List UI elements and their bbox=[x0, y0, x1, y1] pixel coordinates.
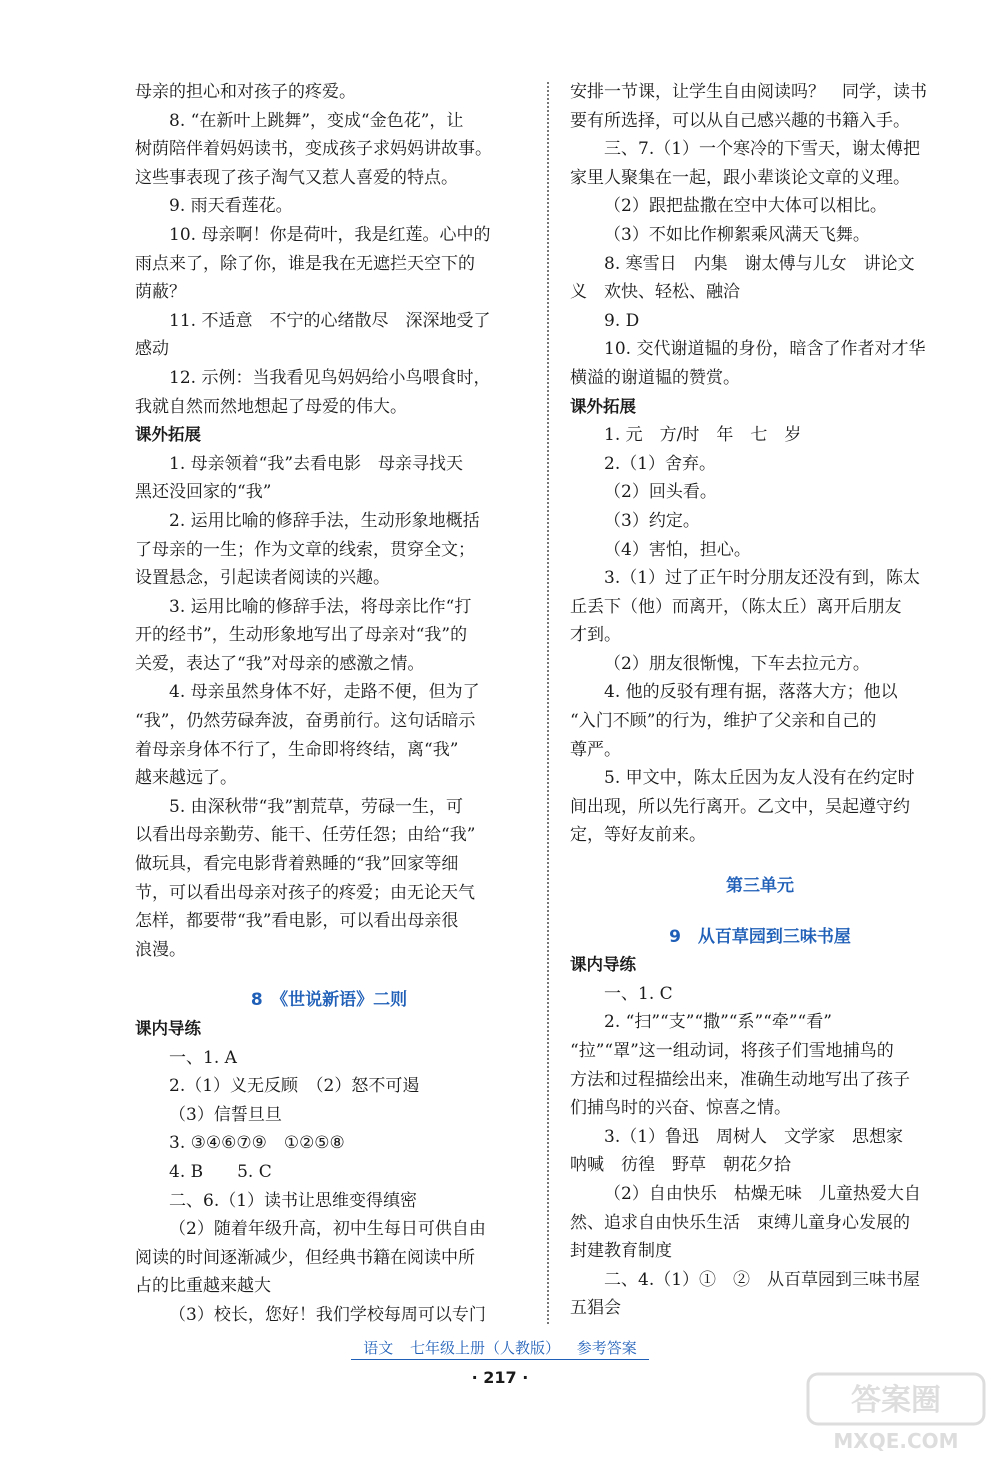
right-line: “拉”“罩”这一组动词，将孩子们雪地捕鸟的 bbox=[570, 1041, 894, 1061]
right-line: 义 欢快、轻松、融洽 bbox=[570, 282, 740, 303]
left-line: 12. 示例：当我看见鸟妈妈给小鸟喂食时， bbox=[169, 367, 491, 388]
right-line: （3）不如比作柳絮乘风满天飞舞。 bbox=[604, 224, 870, 245]
left-line: 了母亲的一生；作为文章的线索，贯穿全文； bbox=[135, 539, 475, 560]
left-line: 越来越远了。 bbox=[135, 768, 237, 789]
left-line: 这些事表现了孩子淘气又惹人喜爱的特点。 bbox=[135, 167, 458, 188]
right-line: 要有所选择，可以从自己感兴趣的书籍入手。 bbox=[570, 110, 910, 131]
left-line: 3. 运用比喻的修辞手法，将母亲比作“打 bbox=[169, 596, 472, 617]
right-line: 间出现，所以先行离开。乙文中，吴起遵守约 bbox=[570, 796, 910, 817]
left-line: 1. 母亲领着“我”去看电影 母亲寻找天 bbox=[169, 453, 464, 474]
right-column bbox=[570, 78, 950, 1323]
right-line: 横溢的谢道韫的赞赏。 bbox=[570, 367, 740, 388]
left-line: 雨点来了，除了你，谁是我在无遮拦天空下的 bbox=[135, 253, 475, 274]
right-line: 安排一节课，让学生自由阅读吗？ 同学，读书 bbox=[570, 82, 927, 102]
right-line: 定，等好友前来。 bbox=[570, 825, 706, 846]
right-line: 10. 交代谢道韫的身份，暗含了作者对才华 bbox=[604, 339, 926, 360]
left-line: （3）信誓旦旦 bbox=[169, 1104, 282, 1125]
left-line: 母亲的担心和对孩子的疼爱。 bbox=[135, 82, 356, 102]
left-line: 11. 不适意 不宁的心绪散尽 深深地受了 bbox=[169, 310, 491, 331]
left-line: 9. 雨天看莲花。 bbox=[169, 196, 293, 217]
left-line: 二、6.（1）读书让思维变得缜密 bbox=[169, 1190, 418, 1211]
left-line: 2.（1）义无反顾 （2）怒不可遏 bbox=[169, 1076, 420, 1097]
svg-text:MXQE.COM: MXQE.COM bbox=[833, 1429, 959, 1453]
right-line: 们捕鸟时的兴奋、惊喜之情。 bbox=[570, 1098, 791, 1119]
footer-book-title bbox=[351, 1337, 649, 1360]
right-line: “入门不顾”的行为，维护了父亲和自己的 bbox=[570, 711, 877, 732]
left-column bbox=[135, 78, 523, 1330]
lesson-title: 8 《世说新语》二则 bbox=[250, 990, 408, 1011]
left-line: 浪漫。 bbox=[135, 939, 186, 960]
section-heading: 课内导练 bbox=[570, 955, 636, 975]
left-line: 设置悬念，引起读者阅读的兴趣。 bbox=[135, 568, 390, 589]
right-line: 家里人聚集在一起，跟小辈谈论文章的义理。 bbox=[570, 167, 910, 188]
right-line: 5. 甲文中，陈太丘因为友人没有在约定时 bbox=[604, 768, 915, 789]
right-line: （2）跟把盐撒在空中大体可以相比。 bbox=[604, 196, 887, 217]
left-line: 怎样，都要带“我”看电影，可以看出母亲很 bbox=[135, 911, 459, 932]
left-line: （2）随着年级升高，初中生每日可供自由 bbox=[169, 1219, 486, 1240]
spacer bbox=[570, 850, 950, 872]
right-line: 一、1. C bbox=[604, 983, 673, 1004]
left-line: 10. 母亲啊！你是荷叶，我是红莲。心中的 bbox=[169, 224, 491, 245]
left-line: 4. B 5. C bbox=[169, 1161, 272, 1182]
left-line: “我”，仍然劳碌奔波，奋勇前行。这句话暗示 bbox=[135, 711, 476, 732]
right-line: 封建教育制度 bbox=[570, 1241, 672, 1262]
right-line: 尊严。 bbox=[570, 739, 621, 760]
right-line: 3.（1）过了正午时分朋友还没有到，陈太 bbox=[604, 568, 921, 589]
left-line: 3. ③④⑥⑦⑨ ①②⑤⑧ bbox=[169, 1133, 345, 1154]
left-line: 一、1. A bbox=[169, 1047, 237, 1068]
left-line: 开的经书”，生动形象地写出了母亲对“我”的 bbox=[135, 625, 468, 646]
right-line: （2）回头看。 bbox=[604, 482, 717, 503]
page-number: · 217 · bbox=[471, 1368, 529, 1387]
right-line: （2）自由快乐 枯燥无味 儿童热爱大自 bbox=[604, 1183, 921, 1204]
section-heading: 课内导练 bbox=[135, 1019, 201, 1038]
footer-section: 参考答案 bbox=[576, 1339, 637, 1357]
right-line: 4. 他的反驳有理有据，落落大方；他以 bbox=[604, 682, 898, 703]
left-line: 关爱，表达了“我”对母亲的感激之情。 bbox=[135, 653, 425, 674]
spacer bbox=[135, 964, 523, 986]
lesson-title: 9 从百草园到三味书屋 bbox=[669, 926, 851, 947]
right-line: （2）朋友很惭愧，下车去拉元方。 bbox=[604, 653, 870, 674]
section-heading: 课外拓展 bbox=[570, 396, 636, 416]
footer-subject: 语文 bbox=[363, 1339, 394, 1357]
right-line: 三、7.（1）一个寒冷的下雪天，谢太傅把 bbox=[604, 139, 921, 160]
right-line: 9. D bbox=[604, 310, 640, 331]
left-line: 感动 bbox=[135, 339, 169, 360]
right-line: 五猖会 bbox=[570, 1298, 621, 1319]
left-line: 荫蔽？ bbox=[135, 282, 186, 303]
right-line: 丘丢下（他）而离开，（陈太丘）离开后朋友 bbox=[570, 596, 902, 617]
left-line: 占的比重越来越大 bbox=[135, 1276, 271, 1297]
left-line: 我就自然而然地想起了母爱的伟大。 bbox=[135, 396, 407, 417]
right-line: 1. 元 方/时 年 七 岁 bbox=[604, 425, 802, 446]
footer-grade: 七年级上册（人教版） bbox=[409, 1339, 560, 1357]
lesson-title: 第三单元 bbox=[726, 876, 794, 897]
left-line: 阅读的时间逐渐减少，但经典书籍在阅读中所 bbox=[135, 1247, 475, 1268]
right-line: 然、追求自由快乐生活 束缚儿童身心发展的 bbox=[570, 1212, 910, 1233]
right-line: 呐喊 彷徨 野草 朝花夕拾 bbox=[570, 1155, 791, 1176]
left-line: 着母亲身体不行了，生命即将终结，离“我” bbox=[135, 739, 459, 760]
right-line: 才到。 bbox=[570, 625, 621, 646]
left-line: 2. 运用比喻的修辞手法，生动形象地概括 bbox=[169, 510, 480, 531]
left-line: （3）校长，您好！我们学校每周可以专门 bbox=[169, 1304, 486, 1325]
section-heading: 课外拓展 bbox=[135, 425, 201, 445]
left-line: 8. “在新叶上跳舞”，变成“金色花”，让 bbox=[169, 110, 464, 131]
svg-text:答案圈: 答案圈 bbox=[851, 1383, 941, 1418]
left-line: 以看出母亲勤劳、能干、任劳任怨；由给“我” bbox=[135, 825, 476, 846]
right-line: （3）约定。 bbox=[604, 510, 700, 531]
right-line: （4）害怕，担心。 bbox=[604, 539, 751, 560]
left-line: 5. 由深秋带“我”割荒草，劳碌一生，可 bbox=[169, 796, 464, 817]
left-line: 做玩具，看完电影背着熟睡的“我”回家等细 bbox=[135, 854, 459, 875]
left-line: 黑还没回家的“我” bbox=[135, 482, 272, 503]
left-line: 树荫陪伴着妈妈读书，变成孩子求妈妈讲故事。 bbox=[135, 139, 492, 160]
right-line: 2. “扫”“支”“撒”“系”“牵”“看” bbox=[604, 1012, 832, 1033]
watermark-logo bbox=[806, 1372, 986, 1454]
right-line: 2.（1）舍弃。 bbox=[604, 453, 717, 474]
right-line: 二、4.（1）① ② 从百草园到三味书屋 bbox=[604, 1269, 921, 1290]
spacer bbox=[570, 901, 950, 923]
right-line: 方法和过程描绘出来，准确生动地写出了孩子 bbox=[570, 1069, 910, 1090]
right-line: 8. 寒雪日 内集 谢太傅与儿女 讲论文 bbox=[604, 253, 915, 274]
column-divider bbox=[547, 82, 549, 1324]
left-line: 节，可以看出母亲对孩子的疼爱；由无论天气 bbox=[135, 882, 475, 903]
right-line: 3.（1）鲁迅 周树人 文学家 思想家 bbox=[604, 1126, 904, 1147]
left-line: 4. 母亲虽然身体不好，走路不便，但为了 bbox=[169, 682, 480, 703]
